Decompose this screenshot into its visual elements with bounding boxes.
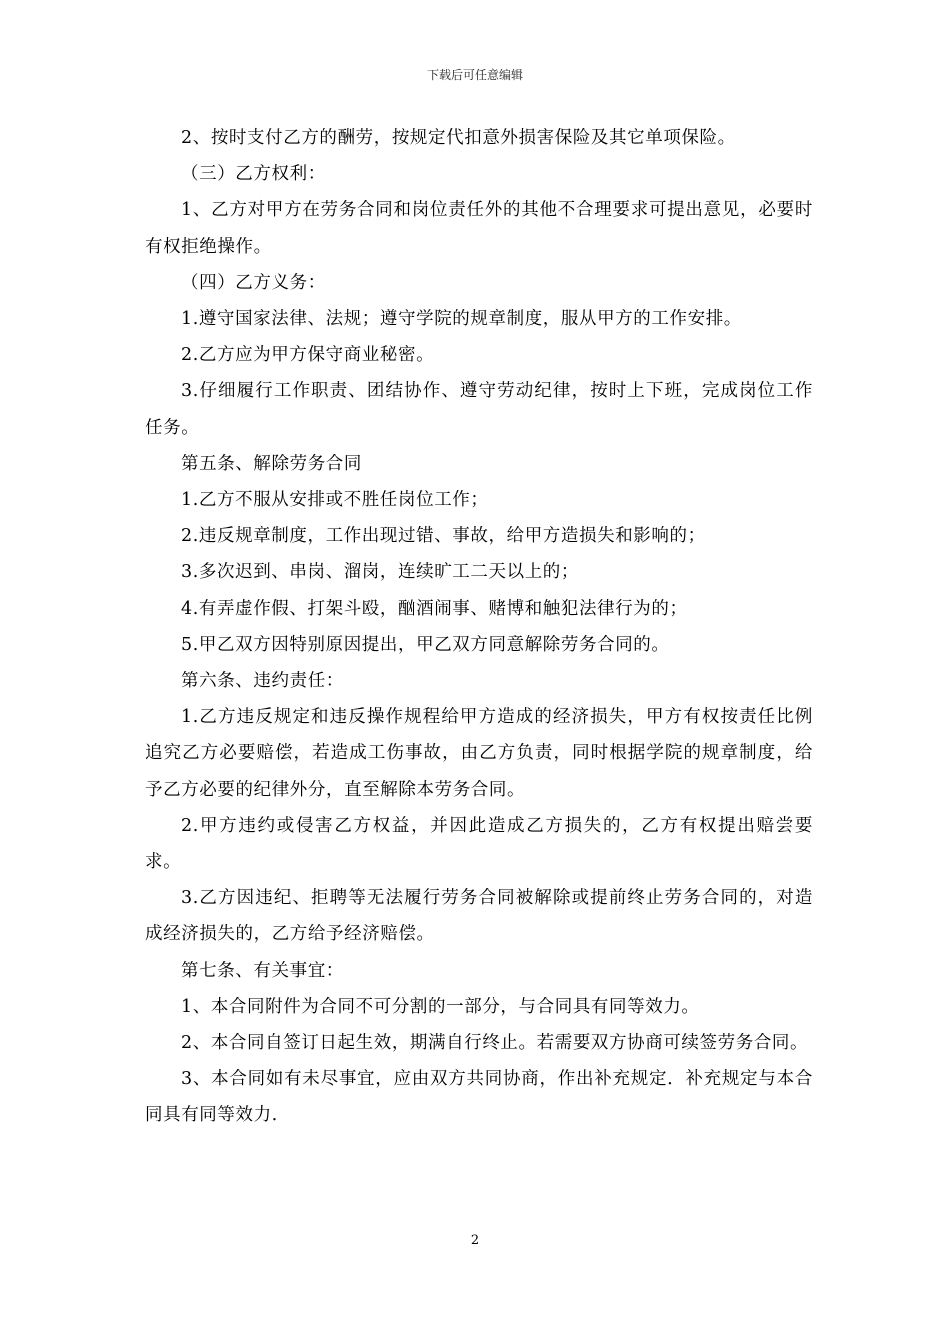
paragraph: 1.遵守国家法律、法规；遵守学院的规章制度，服从甲方的工作安排。: [181, 309, 742, 330]
paragraph: 1、本合同附件为合同不可分割的一部分，与合同具有同等效力。: [181, 996, 700, 1017]
paragraph: 5.甲乙双方因特别原因提出，甲乙双方同意解除劳务合同的。: [181, 634, 670, 655]
paragraph: 2.违反规章制度，工作出现过错、事故，给甲方造损失和影响的；: [181, 526, 706, 547]
paragraph: 4.有弄虚作假、打架斗殴，酗酒闹事、赌博和触犯法律行为的；: [181, 598, 688, 619]
document-body: [145, 120, 813, 1134]
paragraph: 2.甲方违约或侵害乙方权益，并因此造成乙方损失的，乙方有权提出赔尝要求。: [145, 815, 813, 873]
section-heading: （四）乙方义务：: [181, 272, 326, 293]
paragraph: 1.乙方违反规定和违反操作规程给甲方造成的经济损失，甲方有权按责任比例追究乙方必要赔偿，若造成工伤事故，由乙方负责，同时根据学院的规章制度，给予乙方必要的纪律外分，直至解除本劳务合同。: [145, 707, 813, 800]
page-number: 2: [470, 1233, 480, 1248]
page-header: 下载后可任意编辑: [426, 68, 523, 82]
section-heading: （三）乙方权利：: [181, 164, 326, 185]
article-heading: 第五条、解除劳务合同: [181, 453, 362, 474]
paragraph: 2.乙方应为甲方保守商业秘密。: [181, 345, 435, 366]
paragraph: 2、本合同自签订日起生效，期满自行终止。若需要双方协商可续签劳务合同。: [181, 1033, 809, 1054]
article-heading: 第六条、违约责任：: [181, 671, 344, 692]
paragraph: 2、按时支付乙方的酬劳，按规定代扣意外损害保险及其它单项保险。: [181, 128, 736, 148]
paragraph: 3.仔细履行工作职责、团结协作、遵守劳动纪律，按时上下班，完成岗位工作任务。: [145, 381, 813, 438]
paragraph: 3.乙方因违纪、拒聘等无法履行劳务合同被解除或提前终止劳务合同的，对造成经济损失的，乙方给予经济赔偿。: [145, 888, 813, 945]
paragraph: 3、本合同如有未尽事宜，应由双方共同协商，作出补充规定．补充规定与本合同具有同等效力．: [145, 1069, 813, 1126]
paragraph: 3.多次迟到、串岗、溜岗，连续旷工二天以上的；: [181, 562, 579, 583]
paragraph: 1.乙方不服从安排或不胜任岗位工作；: [181, 490, 489, 511]
paragraph: 1、乙方对甲方在劳务合同和岗位责任外的其他不合理要求可提出意见，必要时有权拒绝操作。: [145, 200, 813, 257]
article-heading: 第七条、有关事宜：: [181, 960, 344, 981]
